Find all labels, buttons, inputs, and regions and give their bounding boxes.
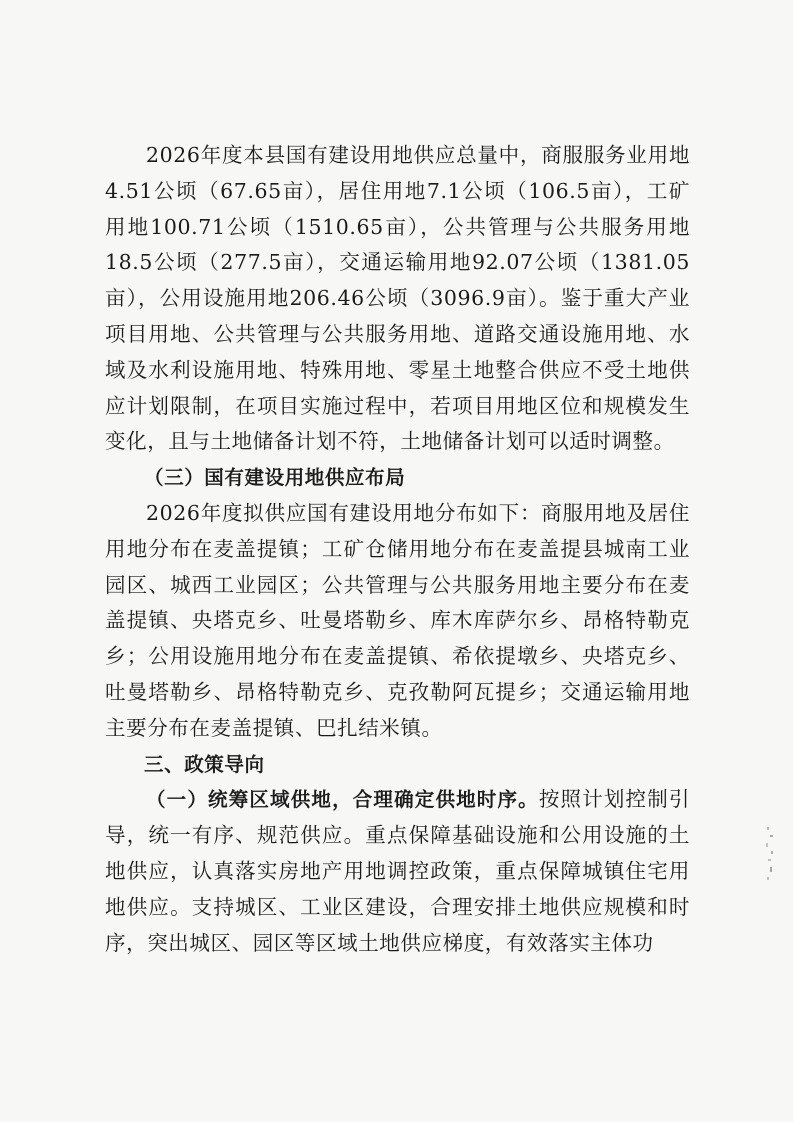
policy-1-body: 按照计划控制引导，统一有序、规范供应。重点保障基础设施和公用设施的土地供应，认真落实房地产用地调控政策，重点保障城镇住宅用地供应。支持城区、工业区建设，合理安排土地供应规模和时序，突出城区、园区等区域土地供应梯度，有效落实主体功: [105, 787, 690, 955]
paragraph-policy-1: [105, 782, 690, 961]
paragraph-supply-distribution: 2026年度拟供应国有建设用地分布如下：商服用地及居住用地分布在麦盖提镇；工矿仓储用地分布在麦盖提县城南工业园区、城西工业园区；公共管理与公共服务用地主要分布在麦盖提镇、央塔克乡、吐曼塔勒乡、库木库萨尔乡、昂格特勒克乡；公用设施用地分布在麦盖提镇、希依提墩乡、央塔克乡、吐曼塔勒乡、昂格特勒克乡、克孜勒阿瓦提乡；交通运输用地主要分布在麦盖提镇、巴扎结米镇。: [105, 500, 690, 740]
scan-speckle: [764, 825, 776, 885]
paragraph-supply-totals: 2026年度本县国有建设用地供应总量中，商服服务业用地4.51公顷（67.65亩），居住用地7.1公顷（106.5亩），工矿用地100.71公顷（1510.65亩），公共管理与公共服务用地18.5公顷（277.5亩），交通运输用地92.07公顷（1381.05亩），公用设施用地206.46公顷（3096.9亩）。鉴于重大产业项目用地、公共管理与公共服务用地、道路交通设施用地、水域及水利设施用地、特殊用地、零星土地整合供应不受土地供应计划限制，在项目实施过程中，若项目用地区位和规模发生变化，且与土地储备计划不符，土地储备计划可以适时调整。: [105, 143, 690, 454]
policy-1-lead: （一）统筹区域供地，合理确定供地时序。: [146, 788, 539, 812]
section-heading-policy: 三、政策导向: [144, 752, 265, 776]
heading-supply-layout: （三）国有建设用地供应布局: [144, 466, 406, 490]
document-body: [105, 138, 690, 961]
